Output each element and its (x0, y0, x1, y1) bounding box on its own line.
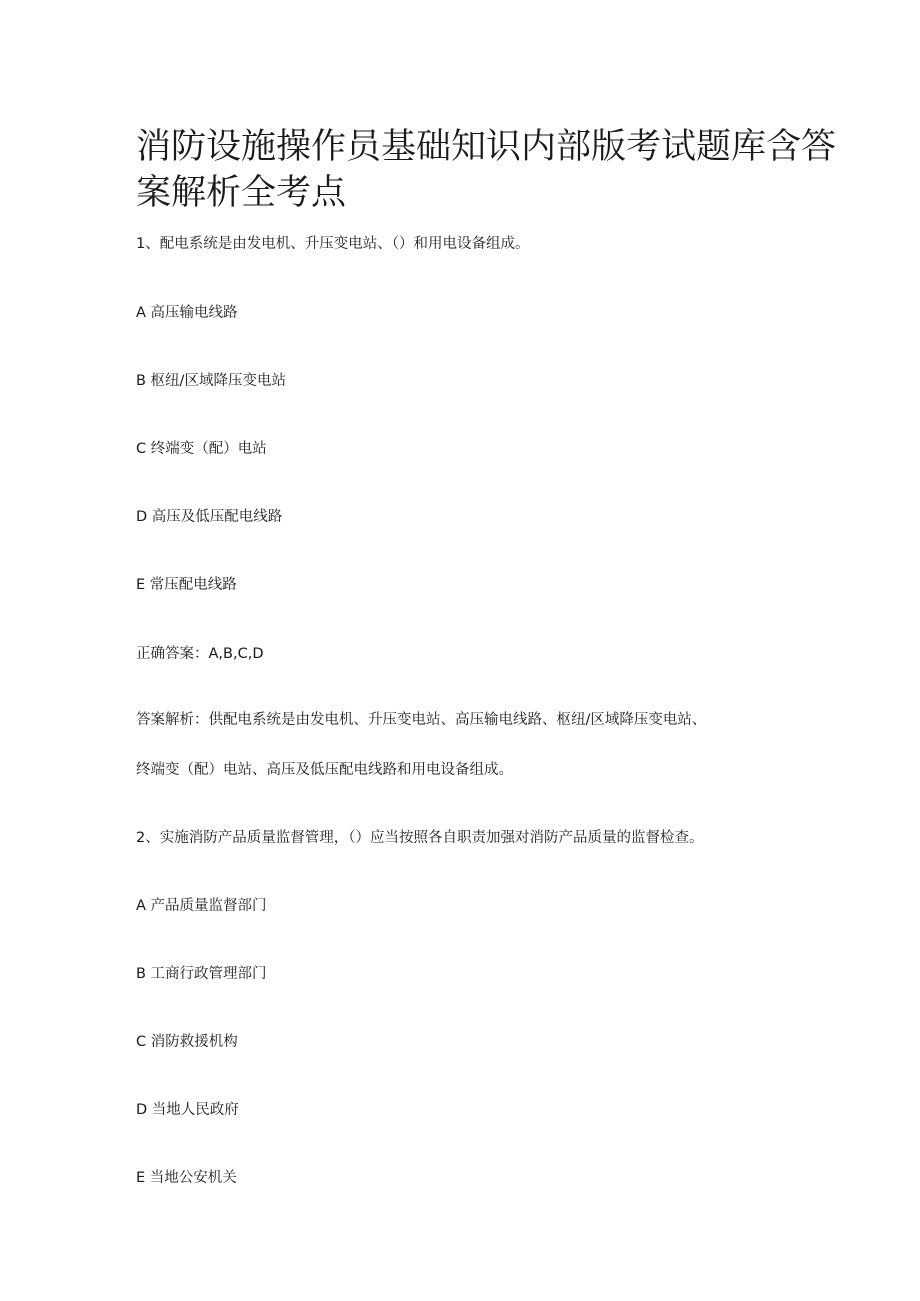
question-2-option-e: E 当地公安机关 (136, 1170, 237, 1186)
question-1-stem: 1、配电系统是由发电机、升压变电站、（）和用电设备组成。 (136, 236, 530, 252)
question-2-option-b: B 工商行政管理部门 (136, 966, 267, 982)
question-1-option-c: C 终端变（配）电站 (136, 441, 267, 457)
question-2-option-c: C 消防救援机构 (136, 1034, 238, 1050)
question-1-answer: 正确答案：A,B,C,D (136, 646, 264, 662)
question-2-option-d: D 当地人民政府 (136, 1102, 239, 1118)
document-title: 消防设施操作员基础知识内部版考试题库含答案解析全考点 (136, 127, 837, 213)
question-1-option-a: A 高压输电线路 (136, 305, 238, 321)
question-2-option-a: A 产品质量监督部门 (136, 898, 267, 914)
question-1-option-e: E 常压配电线路 (136, 577, 237, 593)
question-1-option-d: D 高压及低压配电线路 (136, 509, 283, 525)
question-1-analysis-line-1: 答案解析：供配电系统是由发电机、升压变电站、高压输电线路、枢纽/区域降压变电站、 (136, 712, 707, 728)
question-1-analysis-line-2: 终端变（配）电站、高压及低压配电线路和用电设备组成。 (136, 762, 513, 778)
question-1-option-b: B 枢纽/区域降压变电站 (136, 373, 286, 389)
question-2-stem: 2、实施消防产品质量监督管理，（）应当按照各自职责加强对消防产品质量的监督检查。 (136, 830, 704, 846)
